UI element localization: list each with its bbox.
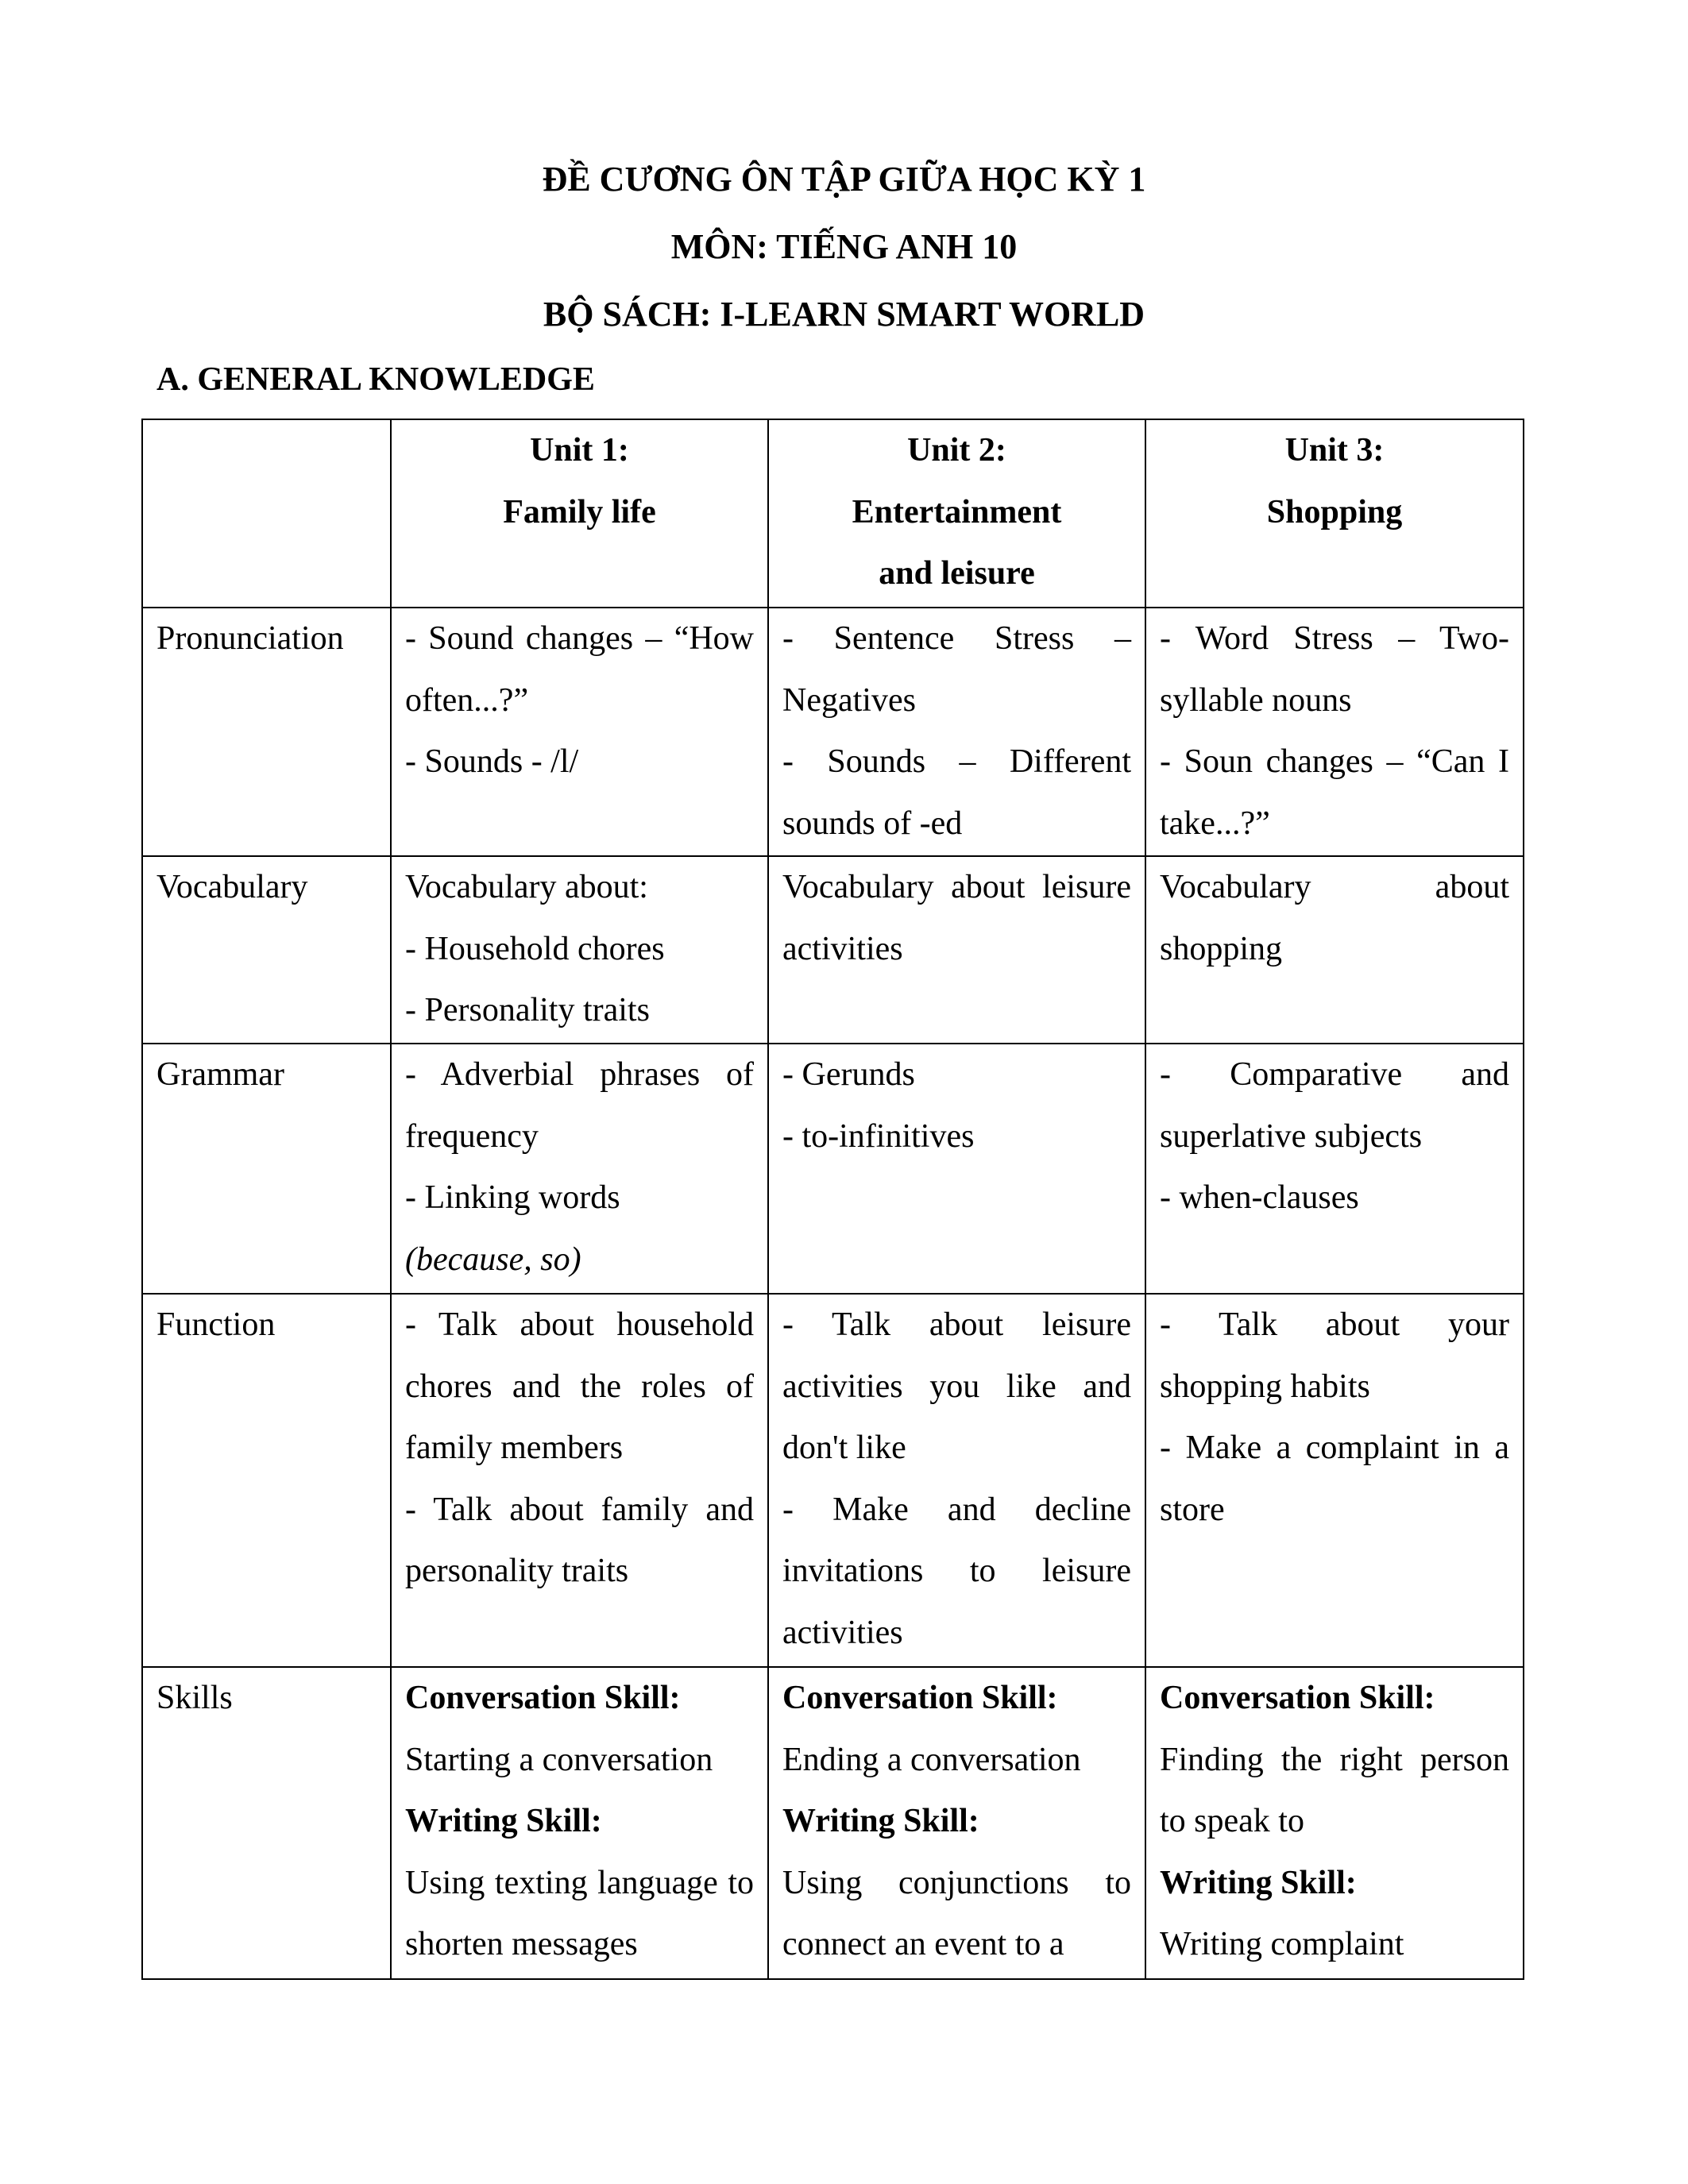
unit-1-title: Family life	[503, 493, 656, 531]
pronunciation-unit-1-item: - Sound changes – “How often...?”	[405, 620, 754, 719]
table-row-function	[142, 1294, 1524, 1667]
header-unit-2	[768, 419, 1145, 608]
vocabulary-unit-1-item: - Personality traits	[405, 992, 650, 1028]
grammar-unit-1	[391, 1044, 768, 1294]
table-row-skills	[142, 1667, 1524, 1979]
section-heading: A. GENERAL KNOWLEDGE	[156, 361, 595, 398]
grammar-unit-2	[768, 1044, 1145, 1294]
grammar-unit-1-item: - Linking words	[405, 1179, 620, 1216]
function-unit-3-item: - Make a complaint in a store	[1160, 1430, 1509, 1528]
pronunciation-unit-2-item: - Sounds – Different sounds of -ed	[782, 743, 1131, 842]
unit-2-title-line-1: Entertainment	[852, 493, 1062, 531]
table-row-pronunciation	[142, 608, 1524, 856]
unit-1-number: Unit 1:	[530, 432, 629, 469]
table-header-row	[142, 419, 1524, 608]
pronunciation-unit-3-item: - Soun changes – “Can I take...?”	[1160, 743, 1509, 842]
grammar-unit-3-item: - when-clauses	[1160, 1179, 1359, 1216]
vocabulary-unit-1-item: - Household chores	[405, 930, 665, 967]
function-unit-1-item: - Talk about family and personality traits	[405, 1491, 754, 1589]
row-label-skills: Skills	[142, 1667, 391, 1979]
skills-unit-3	[1145, 1667, 1524, 1979]
pronunciation-unit-2-item: - Sentence Stress – Negatives	[782, 620, 1131, 719]
unit-3-number: Unit 3:	[1284, 432, 1385, 469]
writing-skill-text: Using conjunctions to connect an event to a	[782, 1864, 1131, 1962]
pronunciation-unit-2	[768, 608, 1145, 856]
conversation-skill-heading: Conversation Skill:	[1160, 1680, 1435, 1716]
table-row-vocabulary	[142, 856, 1524, 1044]
textbook-title: BỘ SÁCH: I-LEARN SMART WORLD	[543, 295, 1145, 334]
function-unit-3	[1145, 1294, 1524, 1667]
table-row-grammar	[142, 1044, 1524, 1294]
grammar-unit-2-item: - Gerunds	[782, 1056, 915, 1093]
pronunciation-unit-3	[1145, 608, 1524, 856]
conversation-skill-text: Ending a conversation	[782, 1741, 1081, 1778]
skills-unit-1	[391, 1667, 768, 1979]
writing-skill-text: Writing complaint	[1160, 1926, 1404, 1962]
function-unit-3-item: - Talk about your shopping habits	[1160, 1306, 1509, 1405]
vocabulary-unit-2	[768, 856, 1145, 1044]
writing-skill-heading: Writing Skill:	[782, 1803, 979, 1839]
vocabulary-unit-3-item: Vocabulary about shopping	[1160, 869, 1509, 967]
general-knowledge-table	[141, 419, 1524, 1980]
row-label-function: Function	[142, 1294, 391, 1667]
conversation-skill-text: Starting a conversation	[405, 1741, 713, 1778]
header-unit-3	[1145, 419, 1524, 608]
conversation-skill-text: Finding the right person to speak to	[1160, 1741, 1509, 1839]
grammar-unit-3-item: - Comparative and superlative subjects	[1160, 1056, 1509, 1155]
grammar-unit-3	[1145, 1044, 1524, 1294]
conversation-skill-heading: Conversation Skill:	[405, 1680, 681, 1716]
row-label-vocabulary: Vocabulary	[142, 856, 391, 1044]
row-label-pronunciation: Pronunciation	[142, 608, 391, 856]
function-unit-2-item: - Make and decline invitations to leisure activities	[782, 1491, 1131, 1651]
vocabulary-unit-3	[1145, 856, 1524, 1044]
header-unit-1	[391, 419, 768, 608]
document-title: ĐỀ CƯƠNG ÔN TẬP GIỮA HỌC KỲ 1	[542, 160, 1146, 199]
vocabulary-unit-1	[391, 856, 768, 1044]
function-unit-2-item: - Talk about leisure activities you like and don't like	[782, 1306, 1131, 1466]
conversation-skill-heading: Conversation Skill:	[782, 1680, 1058, 1716]
grammar-unit-1-item: - Adverbial phrases of frequency	[405, 1056, 754, 1155]
grammar-unit-2-item: - to-infinitives	[782, 1117, 975, 1155]
function-unit-1	[391, 1294, 768, 1667]
unit-2-number: Unit 2:	[907, 432, 1006, 469]
writing-skill-heading: Writing Skill:	[1160, 1864, 1357, 1901]
pronunciation-unit-1	[391, 608, 768, 856]
header-empty-cell	[142, 419, 391, 608]
unit-2-title-line-2: and leisure	[879, 555, 1035, 592]
vocabulary-unit-1-item: Vocabulary about:	[405, 869, 648, 905]
writing-skill-heading: Writing Skill:	[405, 1803, 602, 1839]
unit-3-title: Shopping	[1266, 493, 1403, 531]
skills-unit-2	[768, 1667, 1145, 1979]
vocabulary-unit-2-item: Vocabulary about leisure activities	[782, 869, 1131, 967]
pronunciation-unit-3-item: - Word Stress – Two-syllable nouns	[1160, 620, 1509, 719]
function-unit-1-item: - Talk about household chores and the roles of family members	[405, 1306, 754, 1466]
grammar-unit-1-linking-examples: (because, so)	[405, 1241, 581, 1278]
writing-skill-text: Using texting language to shorten messages	[405, 1864, 754, 1962]
row-label-grammar: Grammar	[142, 1044, 391, 1294]
function-unit-2	[768, 1294, 1145, 1667]
subject-title: MÔN: TIẾNG ANH 10	[670, 227, 1018, 266]
pronunciation-unit-1-item: - Sounds - /l/	[405, 743, 579, 780]
